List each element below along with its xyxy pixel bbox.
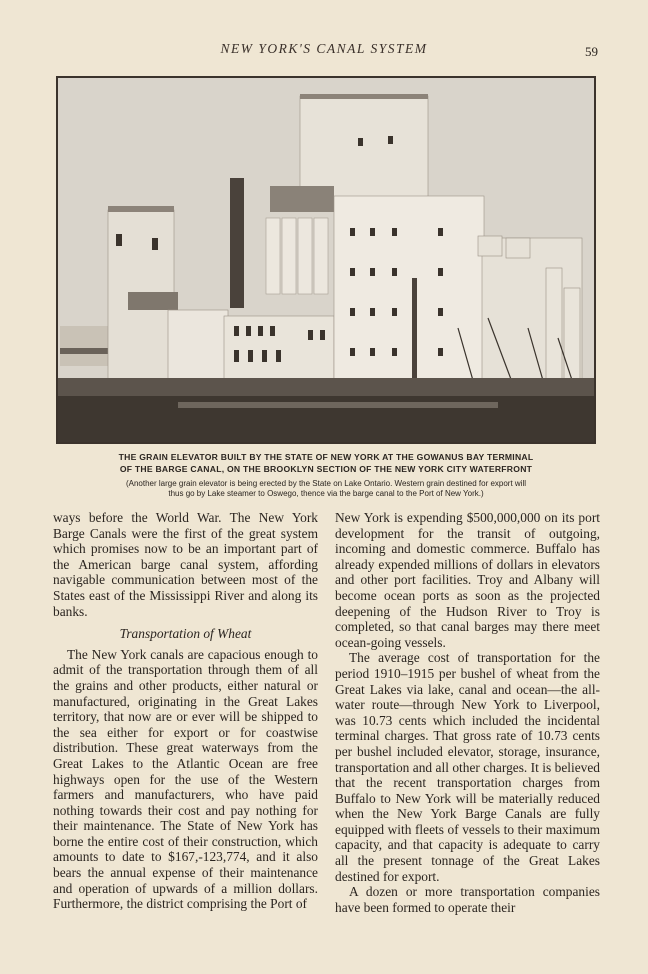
grain-elevator-photo bbox=[56, 76, 596, 444]
right-column bbox=[335, 510, 600, 915]
figure-caption bbox=[52, 451, 600, 475]
section-heading: Transportation of Wheat bbox=[119, 626, 252, 642]
right-paragraph-1: New York is expending $500,000,000 on its port development for the transit of outgoing, incoming and domestic commerce. Buffalo has already expended millions of dollars in elevators and other port facilities. Troy and Albany will become ocean ports as soon as the projected deepening of the Hudson River to Troy is completed, so that canal barges may there meet ocean-going vessels. bbox=[335, 510, 600, 650]
note-line-1: (Another large grain elevator is being erected by the State on Lake Ontario. Western grain destined for export will bbox=[125, 479, 527, 488]
left-paragraph-1: ways before the World War. The New York Barge Canals were the first of the great system which promises now to be an important part of the American barge canal system, affording navigable communication between most of the States east of the Mississippi River and along its banks. bbox=[53, 510, 318, 619]
page-number: 59 bbox=[585, 44, 598, 59]
photo-illustration bbox=[58, 78, 594, 442]
running-head: NEW YORK'S CANAL SYSTEM bbox=[220, 41, 428, 56]
right-paragraph-2: The average cost of transportation for the period 1910–1915 per bushel of wheat from the Great Lakes via lake, canal and ocean—the all-water route—through New York to Liverpool, was 10.73 cents which included the incidental terminal charges. That gross rate of 10.73 cents per bushel included elevator, storage, insurance, transportation and all other charges. It is believed that the recent transportation charges from Buffalo to New York will be materially reduced when the New York Barge Canals are fully equipped with fleets of vessels to their maximum capacity, and that capacity is adequate to carry all the present tonnage of the Great Lakes destined for export. bbox=[335, 650, 600, 884]
figure-note bbox=[62, 479, 590, 499]
left-paragraph-2: The New York canals are capacious enough to admit of the transportation through them of all the grains and other products, either natural or manufactured, originating in the Great Lakes territory, that now are or ever will be shipped to the sea either for export or for coastwise distribution. These great waterways from the Great Lakes to the Atlantic Ocean are free highways open for the use of the Western farmers and manufacturers, who have paid nothing towards their cost and pay nothing for their maintenance. The State of New York has borne the entire cost of their construction, which amounts to date to $167,-123,774, and it also bears the annual expense of their maintenance and operation of upwards of a million dollars. Furthermore, the district comprising the Port of bbox=[53, 646, 318, 912]
caption-line-2: OF THE BARGE CANAL, ON THE BROOKLYN SECTION OF THE NEW YORK CITY WATERFRONT bbox=[119, 464, 533, 474]
note-line-2: thus go by Lake steamer to Oswego, thence via the barge canal to the Port of New York.) bbox=[168, 489, 484, 498]
caption-line-1: THE GRAIN ELEVATOR BUILT BY THE STATE OF NEW YORK AT THE GOWANUS BAY TERMINAL bbox=[118, 452, 534, 462]
left-column bbox=[53, 510, 318, 912]
right-paragraph-3: A dozen or more transportation companies have been formed to operate their bbox=[335, 884, 600, 915]
